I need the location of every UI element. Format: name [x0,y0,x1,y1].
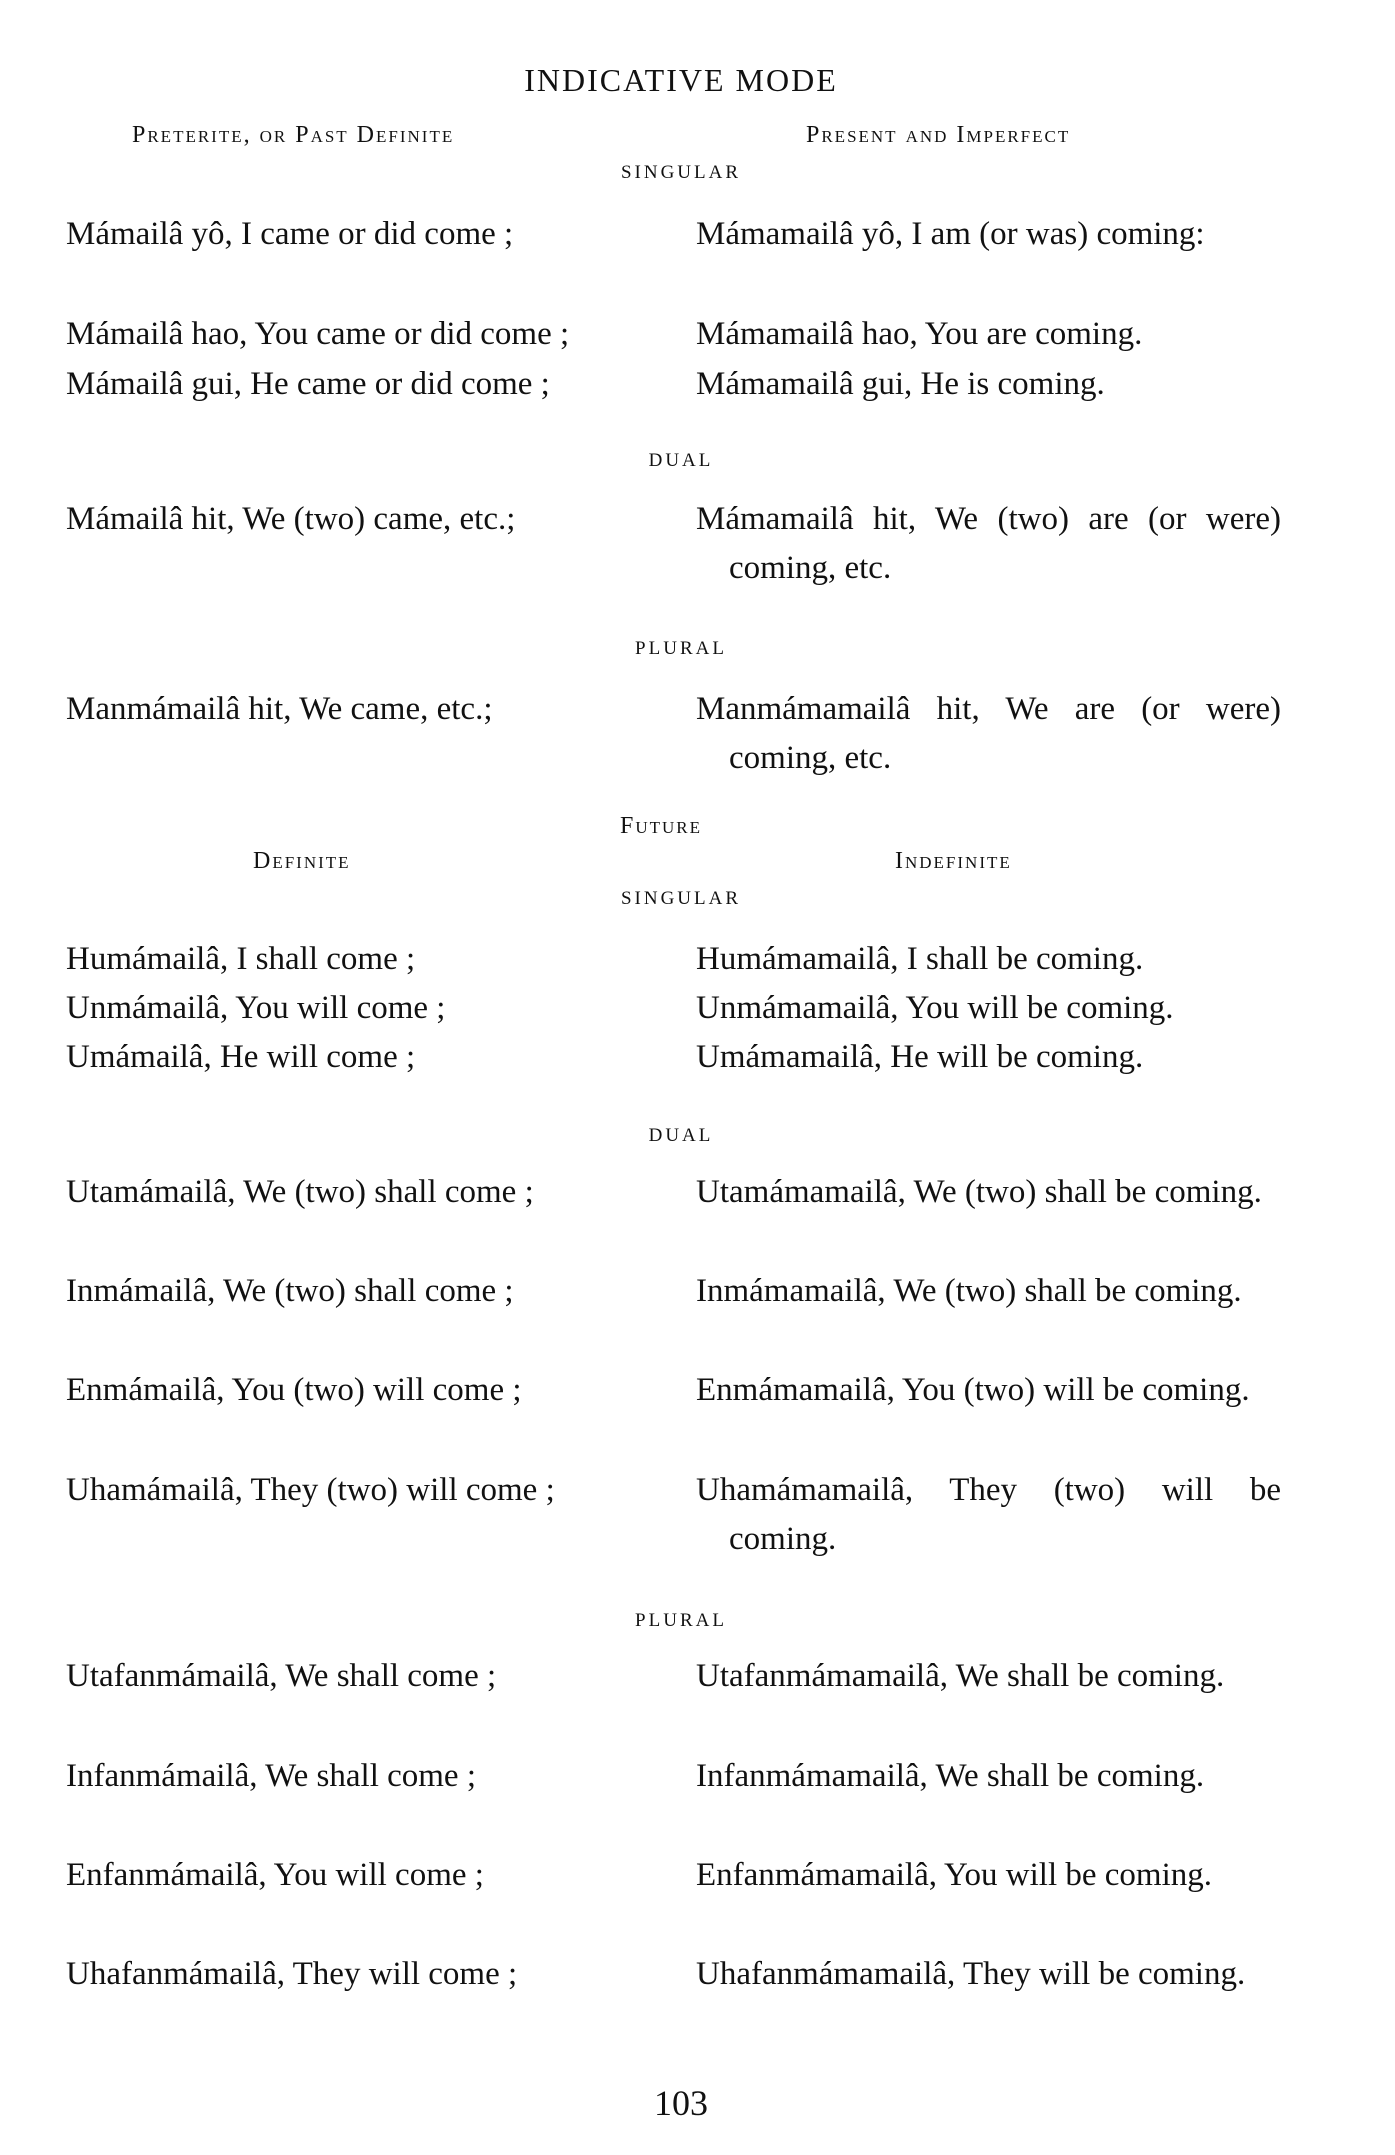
definite-form: Enfanmámailâ, You will come ; [66,1857,484,1893]
indefinite-form: Utafanmámamailâ, We shall be coming. [696,1658,1225,1694]
conjugation-row [66,984,1281,1033]
preterite-form: Mámailâ gui, He came or did come ; [66,366,550,402]
definite-form: Humámailâ, I shall come ; [66,941,416,977]
indefinite-form: Inmámamailâ, We (two) shall be coming. [696,1273,1242,1309]
conjugation-row [66,1033,1281,1082]
indefinite-heading: Indefinite [895,848,1012,874]
conjugation-row [66,1366,1281,1415]
indefinite-form: Enmámamailâ, You (two) will be coming. [696,1372,1250,1408]
present-form: Mámamailâ hao, You are coming. [696,316,1143,352]
present-form: Manmámamailâ hit, We are (or were) coming, etc. [696,691,1281,776]
conjugation-row [66,1466,1281,1564]
preterite-form: Mámailâ hit, We (two) came, etc.; [66,501,516,537]
conjugation-row [66,1652,1281,1701]
conjugation-row [66,1267,1281,1316]
definite-form: Uhafanmámailâ, They will come ; [66,1956,518,1992]
preterite-form: Mámailâ yô, I came or did come ; [66,216,514,252]
indefinite-form: Humámamailâ, I shall be coming. [696,941,1144,977]
definite-form: Utamámailâ, We (two) shall come ; [66,1174,534,1210]
conjugation-row [66,360,1281,409]
present-form: Mámamailâ hit, We (two) are (or were) coming, etc. [696,501,1281,586]
definite-form: Unmámailâ, You will come ; [66,990,446,1026]
conjugation-row [66,935,1281,984]
present-form: Mámamailâ yô, I am (or was) coming: [696,216,1205,252]
definite-form: Enmámailâ, You (two) will come ; [66,1372,522,1408]
preterite-form: Manmámailâ hit, We came, etc.; [66,691,493,727]
conjugation-row [66,210,1281,259]
indefinite-form: Umámamailâ, He will be coming. [696,1039,1144,1075]
section-singular-future: SINGULAR [620,888,742,909]
present-form: Mámamailâ gui, He is coming. [696,366,1105,402]
conjugation-row [66,1950,1281,1999]
conjugation-row [66,495,1281,593]
page-number: 103 [654,2083,708,2123]
conjugation-row [66,685,1281,783]
section-dual: DUAL [648,450,714,471]
page-title: INDICATIVE MODE [524,62,838,98]
section-singular: SINGULAR [620,162,742,183]
conjugation-row [66,1752,1281,1801]
indefinite-form: Unmámamailâ, You will be coming. [696,990,1174,1026]
section-plural-future: PLURAL [635,1610,727,1631]
preterite-heading: Preterite, or Past Definite [132,122,455,148]
indefinite-form: Infanmámamailâ, We shall be coming. [696,1758,1205,1794]
conjugation-row [66,310,1281,359]
future-heading: Future [620,813,703,839]
definite-form: Utafanmámailâ, We shall come ; [66,1658,497,1694]
conjugation-row [66,1851,1281,1900]
section-dual-future: DUAL [648,1125,714,1146]
definite-form: Infanmámailâ, We shall come ; [66,1758,477,1794]
indefinite-form: Enfanmámamailâ, You will be coming. [696,1857,1212,1893]
definite-form: Umámailâ, He will come ; [66,1039,416,1075]
conjugation-row [66,1168,1281,1217]
section-plural: PLURAL [635,638,727,659]
definite-form: Uhamámailâ, They (two) will come ; [66,1472,555,1508]
indefinite-form: Uhamámamailâ, They (two) will be coming. [696,1472,1281,1557]
indefinite-form: Utamámamailâ, We (two) shall be coming. [696,1174,1262,1210]
definite-form: Inmámailâ, We (two) shall come ; [66,1273,514,1309]
preterite-form: Mámailâ hao, You came or did come ; [66,316,570,352]
present-heading: Present and Imperfect [806,122,1071,148]
definite-heading: Definite [253,848,351,874]
indefinite-form: Uhafanmámamailâ, They will be coming. [696,1956,1246,1992]
